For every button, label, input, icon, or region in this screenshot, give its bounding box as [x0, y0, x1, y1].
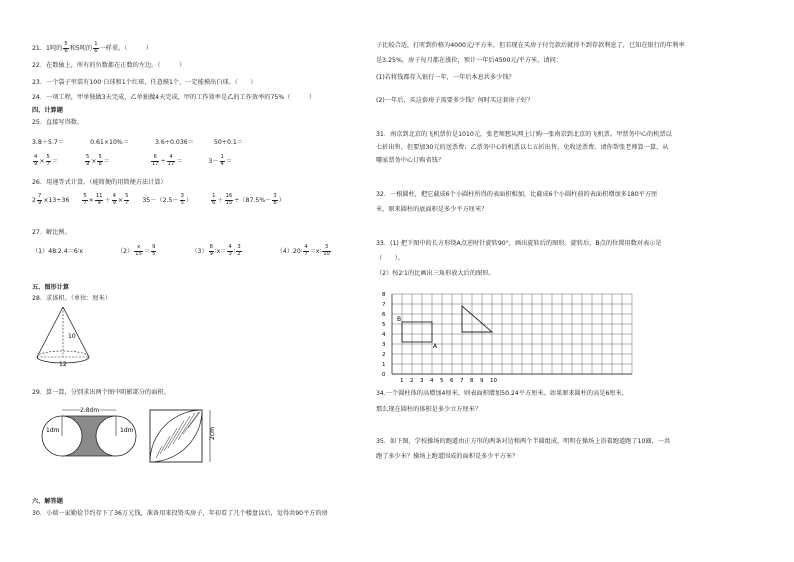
grid-lines — [392, 294, 632, 374]
x-tick-label: 8 — [470, 378, 474, 384]
x-tick-label: 1 — [400, 378, 404, 384]
cone-height-label: 10 — [68, 333, 76, 340]
y-tick-label: 8 — [382, 292, 386, 298]
rectangle-shape — [402, 322, 432, 342]
question-33-line-1: 33．(1) 把下图中的长方形绕A点逆时针旋转90°，画出旋转后的图形。旋转后，B点的位置用数对表示是 — [376, 240, 662, 247]
y-tick-label: 4 — [382, 332, 386, 338]
figure-29-square — [146, 404, 246, 468]
width-label: 2.8dm — [80, 407, 100, 414]
cone-figure — [34, 304, 92, 368]
question-35-line-2: 跑了多少米？操场上跑道围成的面积是多少平方米？ — [376, 453, 519, 460]
q25-row-1: 3.8＋5.7＝ 0.61×10%＝ 3.6÷0.036＝ 50÷0.1＝ — [32, 139, 243, 146]
q25-row-2: $\frac{4}{9}$ × $\frac{5}{7}$ ＝ $\frac{5}{9}$ × $\frac{5}{6}$ ＝ $\frac{6}{17}$ ÷ $\frac{4}{17}$ ＝ 3－ $\frac{1}{4}$ ＝ — [34, 154, 233, 167]
y-tick-label: 6 — [382, 312, 386, 318]
question-30-part-1: (1)若将钱都存入银行一年，一年后本息共多少钱？ — [376, 74, 515, 81]
x-tick-label: 3 — [420, 378, 424, 384]
question-30-cont-2: 是3.25%，房子每月都在涨价，预计一年后4500元/平方米，请问： — [376, 57, 562, 64]
point-b-label: B — [397, 316, 402, 323]
y-tick-label: 5 — [382, 322, 386, 328]
x-tick-label: 7 — [460, 378, 464, 384]
question-34-line-2: 那么现在圆柱的体积是多少立方厘米？ — [376, 406, 482, 413]
question-21: 21．1吨的 $\frac{5}{6}$ 和5吨的 $\frac{1}{6}$ 一样重。（ ） — [32, 41, 153, 54]
question-27: 27．解比例。 — [32, 229, 71, 236]
y-tick-label: 3 — [382, 342, 386, 348]
x-tick-label: 4 — [430, 378, 434, 384]
question-22: 22．在数轴上，所有的负数都在正数的左边。（ ） — [32, 62, 186, 69]
coordinate-grid — [376, 284, 634, 384]
question-25: 25．直接写得数。 — [32, 119, 84, 126]
q27-row: （1）48∶2.4＝6∶x （2） $\frac{x}{15}$ ＝ $\frac{9}{5}$ （3） $\frac{8}{9}$ ∶x＝ $\frac{4}{3}$ ∶ $\frac{3}{2}$ （4）20∶ $\frac{4}{7}$ ＝x∶ $\frac{3}{10}$ — [32, 244, 330, 257]
x-tick-label: 5 — [440, 378, 444, 384]
question-29: 29．算一算，分别求出两个图中阴影部分的面积。 — [32, 389, 170, 396]
question-31-line-1: 31．南京到北京的飞机票价是1010元，张老师想从网上订购一张南京到北京的飞机票。甲票务中心的机票以 — [376, 131, 672, 138]
side-label: 2cm — [209, 427, 216, 440]
section-5-title: 五、图形计算 — [32, 284, 70, 291]
y-tick-label: 1 — [382, 362, 386, 368]
question-31-line-3: 哪家票务中心订购省钱？ — [376, 157, 445, 164]
question-31-line-2: 七折出售，但要加30元的送票费；乙票务中心的机票以七五折出售，免收送票费。请你帮张老师算一算，从 — [376, 144, 669, 151]
question-35-line-1: 35．如下图，学校操场的跑道由正方形的两条对边和两个半圆组成。明明在操场上沿着跑道跑了10圈，一共 — [376, 438, 671, 445]
question-24: 24．一项工程，甲单独做3天完成，乙单独做4天完成，甲的工作效率是乙的工作效率的75%（ ） — [32, 94, 316, 101]
x-axis-labels — [400, 378, 497, 384]
y-tick-label: 0 — [382, 372, 386, 378]
y-tick-label: 2 — [382, 352, 386, 358]
x-tick-label: 2 — [410, 378, 414, 384]
x-tick-label: 6 — [450, 378, 454, 384]
section-6-title: 六、解答题 — [32, 498, 63, 505]
question-30-start: 30．小瑞一家勤俭节约存下了36万元钱，准备用来投资买房子，年初看了几个楼盘以后，觉得共90平方的房 — [32, 510, 328, 517]
question-33-line-2: （ ）。 — [376, 255, 404, 262]
cone-right-edge — [63, 307, 89, 357]
triangle-shape — [462, 306, 492, 332]
question-30-part-2: (2)一年后，买这套房子需要多少钱？何时买这套房子好？ — [376, 97, 534, 104]
question-23: 23．一个袋子里装有100 白球和1个红球，任意摸1个，一定能摸出白球。（ ） — [32, 79, 257, 86]
question-28: 28．求体积。（单位：厘米） — [32, 295, 112, 302]
question-26: 26．用递等式计算。（能简便的用简便方法计算） — [32, 179, 167, 186]
cone-left-edge — [37, 307, 63, 357]
section-4-title: 四、计算题 — [32, 107, 63, 114]
question-32-line-2: 米，原来圆柱的底面积是多少平方厘米？ — [376, 206, 488, 213]
q26-row: 2 $\frac{7}{9}$ ×13÷36 $\frac{5}{7}$ × $\frac{11}{9}$ ＋ $\frac{4}{9}$ × $\frac{5}{7}$ 35－（2.5－ $\frac{3}{5}$ ） $\frac{1}{6}$ ＋ $\frac{16}{15}$ ÷（87.5%－ $\frac{3}{8}$ ） — [32, 193, 285, 206]
question-34-line-1: 34.一个圆柱体的高增加4厘米，则表面积增加50.24平方厘米。如果原来圆柱的高是6厘米， — [376, 390, 628, 397]
y-axis-labels — [382, 292, 386, 378]
question-30-cont-1: 子比较合适，打听到价格为4000元/平方米，但若现在买房子付完款后就得不到存款利息了，已知在银行的年利率 — [376, 42, 685, 49]
x-tick-label: 9 — [480, 378, 484, 384]
y-tick-label: 7 — [382, 302, 386, 308]
figure-29-circles — [34, 404, 146, 468]
question-33-line-3: （2）按2∶1的比画出三角形放大后的图形。 — [376, 270, 495, 277]
x-tick-label: 10 — [490, 378, 497, 384]
question-32-line-1: 32．一根圆柱，把它截成6个小圆柱所得的表面积相加，比截成6个小圆柱前的表面积增加多180平方厘 — [376, 191, 658, 198]
right-radius-label: 1dm — [120, 427, 134, 434]
point-a-label: A — [433, 343, 438, 350]
cone-diameter-label: 12 — [59, 361, 67, 368]
left-radius-label: 1dm — [46, 427, 60, 434]
